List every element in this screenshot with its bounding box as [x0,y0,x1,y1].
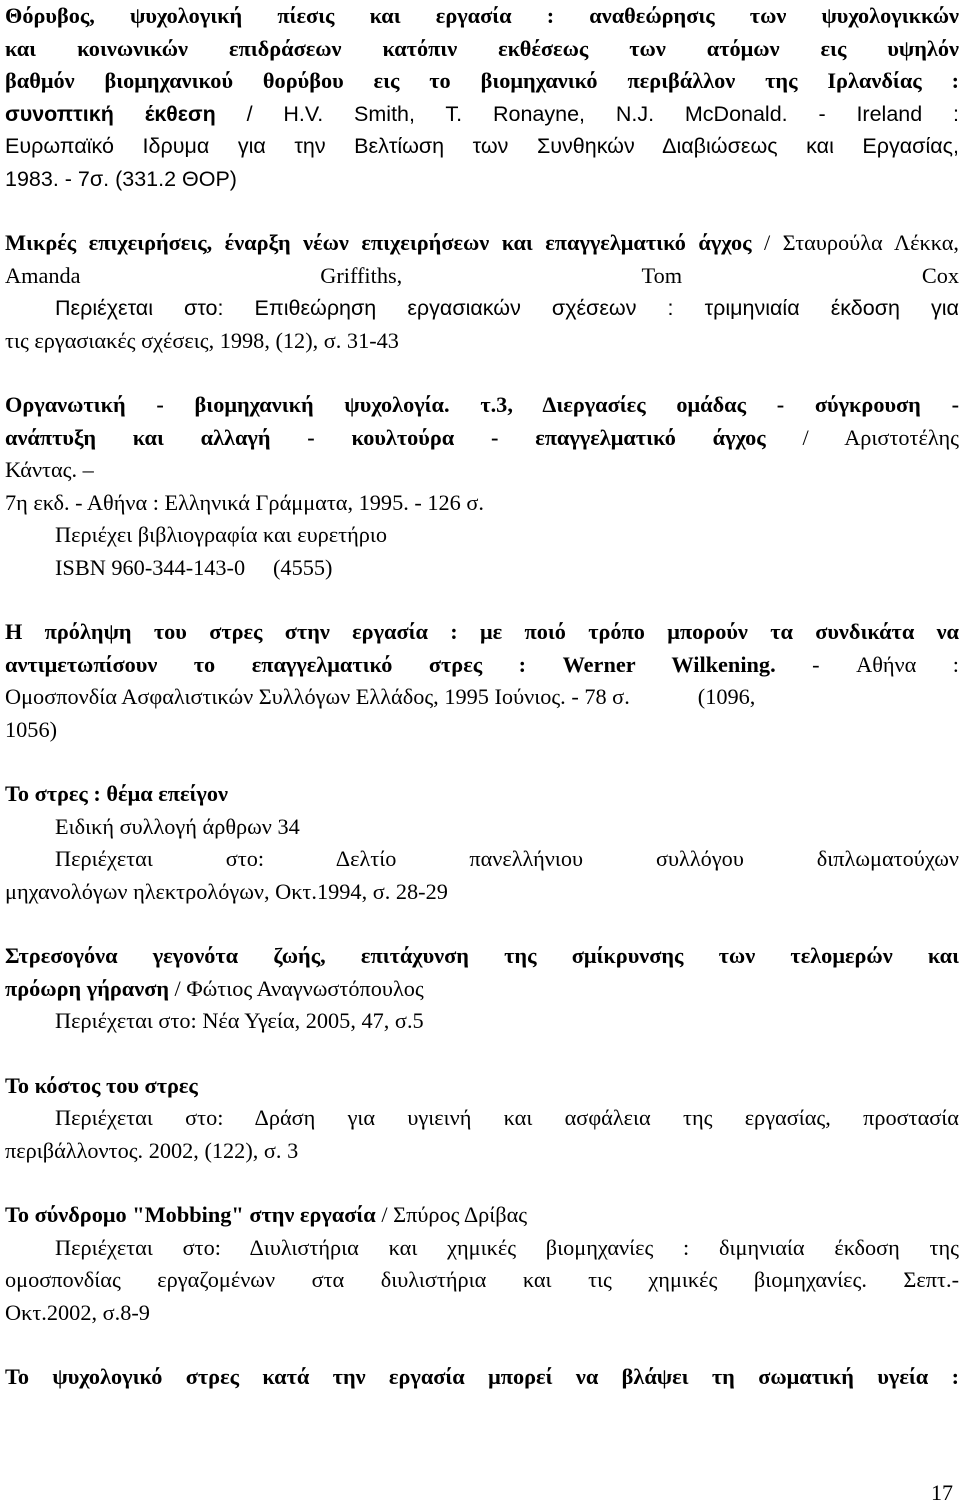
entry-publisher-line: 1056) [5,716,58,742]
entry-title-line: πρόωρη γήρανση / Φώτιος Αναγνωστόπουλος [5,975,424,1001]
entry-title-line: Θόρυβος, ψυχολογική πίεσις και εργασία : αναθεώρησις των ψυχολογικκών [5,3,959,28]
entry-source-line: μηχανολόγων ηλεκτρολόγων, Οκτ.1994, σ. 28-29 [5,878,448,904]
entry-title-line: ανάπτυξη και αλλαγή - κουλτούρα - επαγγελματικό άγχος / Αριστοτέλης [5,424,959,450]
entry-source-line: Περιέχεται στο: Επιθεώρηση εργασιακών σχέσεων : τριμηνιαία έκδοση για [55,296,959,320]
bibliography-entry [5,389,959,584]
entry-source-line: περιβάλλοντος. 2002, (122), σ. 3 [5,1137,299,1163]
entry-title-author-line: συνοπτική έκθεση / H.V. Smith, T. Ronayne, N.J. McDonald. - Ireland : [5,101,959,126]
entry-source-line: ομοσπονδίας εργαζομένων στα διυλιστήρια και τις χημικές βιομηχανίες. Σεπτ.- [5,1267,959,1292]
bibliography-entry [5,940,959,1038]
bibliography-entry [5,1070,959,1168]
entry-author-line: Κάντας. – [5,457,94,482]
entry-note-line: Ειδική συλλογή άρθρων 34 [55,813,300,839]
entry-title-line: Μικρές επιχειρήσεις, έναρξη νέων επιχειρήσεων και επαγγελματικό άγχος / Σταυρούλα Λέκκα, Amanda Griffiths, Tom Cox [5,230,960,288]
entry-title-line: Η πρόληψη του στρες στην εργασία : με ποιό τρόπο μπορούν τα συνδικάτα να [5,619,959,644]
entry-title-line: Οργανωτική - βιομηχανική ψυχολογία. τ.3, Διεργασίες ομάδας - σύγκρουση - [5,392,959,417]
entry-source-line: Οκτ.2002, σ.8-9 [5,1299,150,1325]
entry-title-line: αντιμετωπίσουν το επαγγελματικό στρες : Werner Wilkening. - Αθήνα : [5,651,959,677]
entry-publisher-line: 1983. - 7σ. (331.2 ΘΟΡ) [5,166,237,191]
entry-publisher-line: Ομοσπονδία Ασφαλιστικών Συλλόγων Ελλάδος, 1995 Ιούνιος. - 78 σ. (1096, [5,684,756,709]
bibliography-entry [5,616,959,746]
bibliography-entry [5,778,959,908]
entry-title-line: Το σύνδρομο "Mobbing" στην εργασία / Σπύρος Δρίβας [5,1202,528,1227]
bibliography-entry [5,1199,959,1329]
entry-isbn-line: ISBN 960-344-143-0 (4555) [55,554,333,580]
entry-source-line: Περιέχεται στο: Διυλιστήρια και χημικές βιομηχανίες : διμηνιαία έκδοση της [55,1234,959,1260]
page-number: 17 [931,1480,953,1505]
bibliography-entry [5,1361,959,1394]
entry-title-line: Το στρες : θέμα επείγον [5,781,228,806]
entry-source-line: Περιέχεται στο: Νέα Υγεία, 2005, 47, σ.5 [55,1008,424,1033]
entry-edition-line: 7η εκδ. - Αθήνα : Ελληνικά Γράμματα, 1995. - 126 σ. [5,489,484,515]
entry-source-line: Περιέχεται στο: Δελτίο πανελλήνιου συλλόγου διπλωματούχων [55,846,959,871]
entry-title-line: βαθμόν βιομηχανικού θορύβου εις το βιομηχανικό περιβάλλον της Ιρλανδίας : [5,68,959,93]
bibliography-entry [5,227,959,357]
bibliography-page [5,0,959,1394]
entry-title-line: Το ψυχολογικό στρες κατά την εργασία μπορεί να βλάψει τη σωματική υγεία : [5,1364,959,1389]
entry-title-line: και κοινωνικών επιδράσεων κατόπιν εκθέσεως των ατόμων εις υψηλόν [5,35,959,61]
entry-source-line: Περιέχεται στο: Δράση για υγιεινή και ασφάλεια της εργασίας, προστασία [55,1105,959,1130]
entry-title-line: Στρεσογόνα γεγονότα ζωής, επιτάχυνση της σμίκρυνσης των τελομερών και [5,943,959,968]
entry-publisher-line: Ευρωπαϊκό Ιδρυμα για την Βελτίωση των Συνθηκών Διαβιώσεως και Εργασίας, [5,134,959,158]
entry-title-line: Το κόστος του στρες [5,1072,198,1098]
bibliography-entry [5,0,959,195]
entry-source-line: τις εργασιακές σχέσεις, 1998, (12), σ. 31-43 [5,327,399,353]
entry-note-line: Περιέχει βιβλιογραφία και ευρετήριο [55,522,388,547]
